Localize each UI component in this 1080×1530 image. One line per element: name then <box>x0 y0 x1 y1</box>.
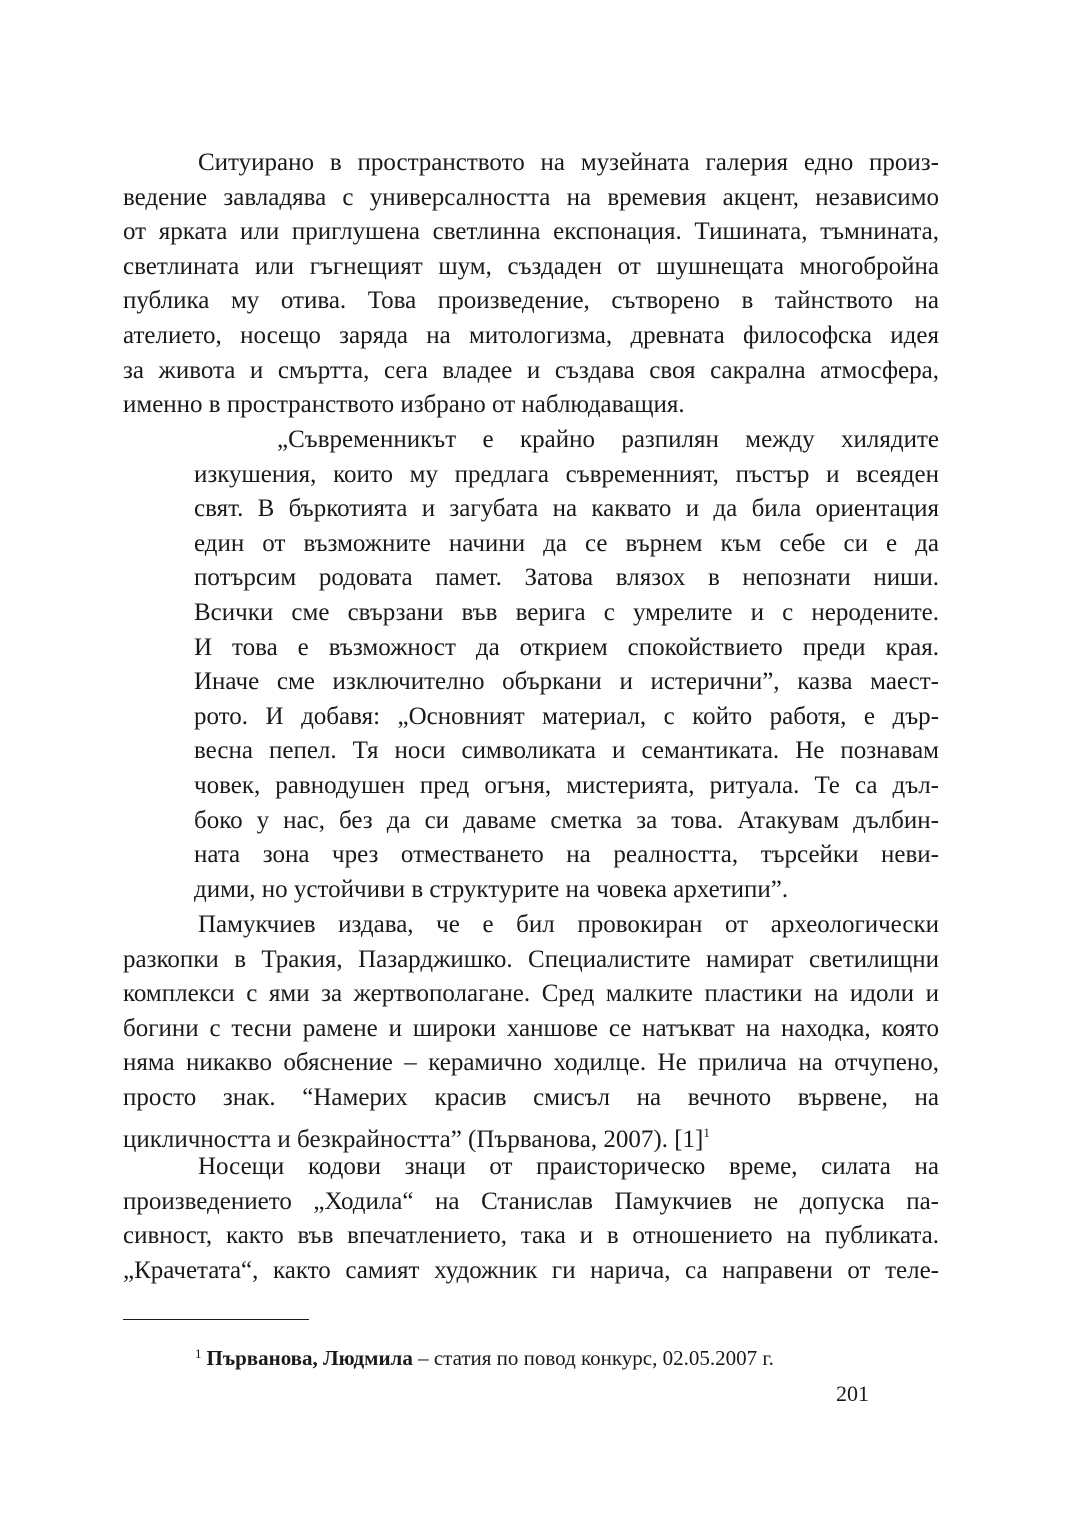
quote-line: И това е възможност да открием спокойствието преди края. <box>194 633 939 661</box>
footnote-marker: 1 <box>195 1346 202 1361</box>
text-line: Памукчиев издава, че е бил провокиран от археологически <box>198 911 939 938</box>
footnote-separator <box>123 1319 309 1320</box>
quote-line: „Съвременникът е крайно разпилян между хилядите <box>277 426 939 453</box>
footnote-reference[interactable]: 1 <box>703 1124 710 1140</box>
paragraph-intro <box>123 146 939 423</box>
quote-line: Иначе сме изключително объркани и истерични”, казва маест- <box>194 668 939 696</box>
text-line: сивност, както във впечатлението, така и в отношението на публиката. <box>123 1222 939 1250</box>
text-line: Ситуирано в пространството на музейната галерия едно произ- <box>198 149 939 176</box>
quote-line: един от възможните начини да се върнем към себе си е да <box>194 529 939 557</box>
quote-line: боко у нас, без да си даваме сметка за това. Атакувам дълбин- <box>194 806 939 834</box>
quote-line: весна пепел. Тя носи символиката и семантиката. Не познавам <box>194 737 939 765</box>
quote-line: свят. В бъркотията и загубата на каквато и да била ориентация <box>194 495 939 523</box>
quote-line: потърсим родовата памет. Затова влязох в непознати ниши. <box>194 564 939 592</box>
footnote-author: Първанова, Людмила <box>206 1346 413 1370</box>
quote-line: дими, но устойчиви в структурите на човека архетипи”. <box>194 875 789 903</box>
text-line: богини с тесни рамене и широки ханшове се натъкват на находка, която <box>123 1014 939 1042</box>
text-line: ателието, носещо заряда на митологизма, древната философска идея <box>123 321 939 349</box>
quote-line: Всички сме свързани във верига с умрелите и с неродените. <box>194 598 939 626</box>
paragraph-hodila <box>123 1150 939 1288</box>
quote-line: изкушения, които му предлага съвременният, пъстър и всеяден <box>194 460 939 488</box>
text-line: произведението „Ходила“ на Станислав Памукчиев не допуска па- <box>123 1187 939 1215</box>
quote-line: рото. И добавя: „Основният материал, с който работя, е дър- <box>194 702 939 730</box>
text-line: разкопки в Тракия, Пазарджишко. Специалистите намират светилищни <box>123 945 939 973</box>
text-line: комплекси с ями за жертвополагане. Сред малките пластики на идоли и <box>123 980 939 1008</box>
text-line: ведение завладява с универсалността на времевия акцент, независимо <box>123 183 939 211</box>
text-line: „Крачетата“, както самият художник ги нарича, са направени от теле- <box>123 1256 939 1284</box>
citation-text: цикличността и безкрайността” (Първанова, 2007). [1] <box>123 1125 704 1153</box>
text-line: публика му отива. Това произведение, сътворено в тайнството на <box>123 287 939 315</box>
paragraph-pamukchiev <box>123 908 939 1157</box>
block-quote <box>194 423 939 907</box>
footnote <box>195 1339 774 1373</box>
text-line: именно в пространството избрано от наблюдаващия. <box>123 391 685 419</box>
text-line: просто знак. “Намерих красив смисъл на вечното вървене, на <box>123 1083 939 1111</box>
text-line: няма никакво обяснение – керамично ходилце. Не прилича на отчупено, <box>123 1049 939 1077</box>
quote-line: ната зона чрез отместването на реалността, търсейки неви- <box>194 841 939 869</box>
text-line: от ярката или приглушена светлинна експонация. Тишината, тъмнината, <box>123 218 939 246</box>
text-line: Носещи кодови знаци от праисторическо време, силата на <box>198 1153 939 1180</box>
quote-line: човек, равнодушен пред огъня, мистерията, ритуала. Те са дъл- <box>194 771 939 799</box>
text-line: светлината или гъгнещият шум, създаден от шушнещата многобройна <box>123 252 939 280</box>
text-line: за живота и смъртта, сега владее и създава своя сакрална атмосфера, <box>123 356 939 384</box>
page-number: 201 <box>836 1381 869 1406</box>
footnote-text: – статия по повод конкурс, 02.05.2007 г. <box>412 1346 774 1370</box>
